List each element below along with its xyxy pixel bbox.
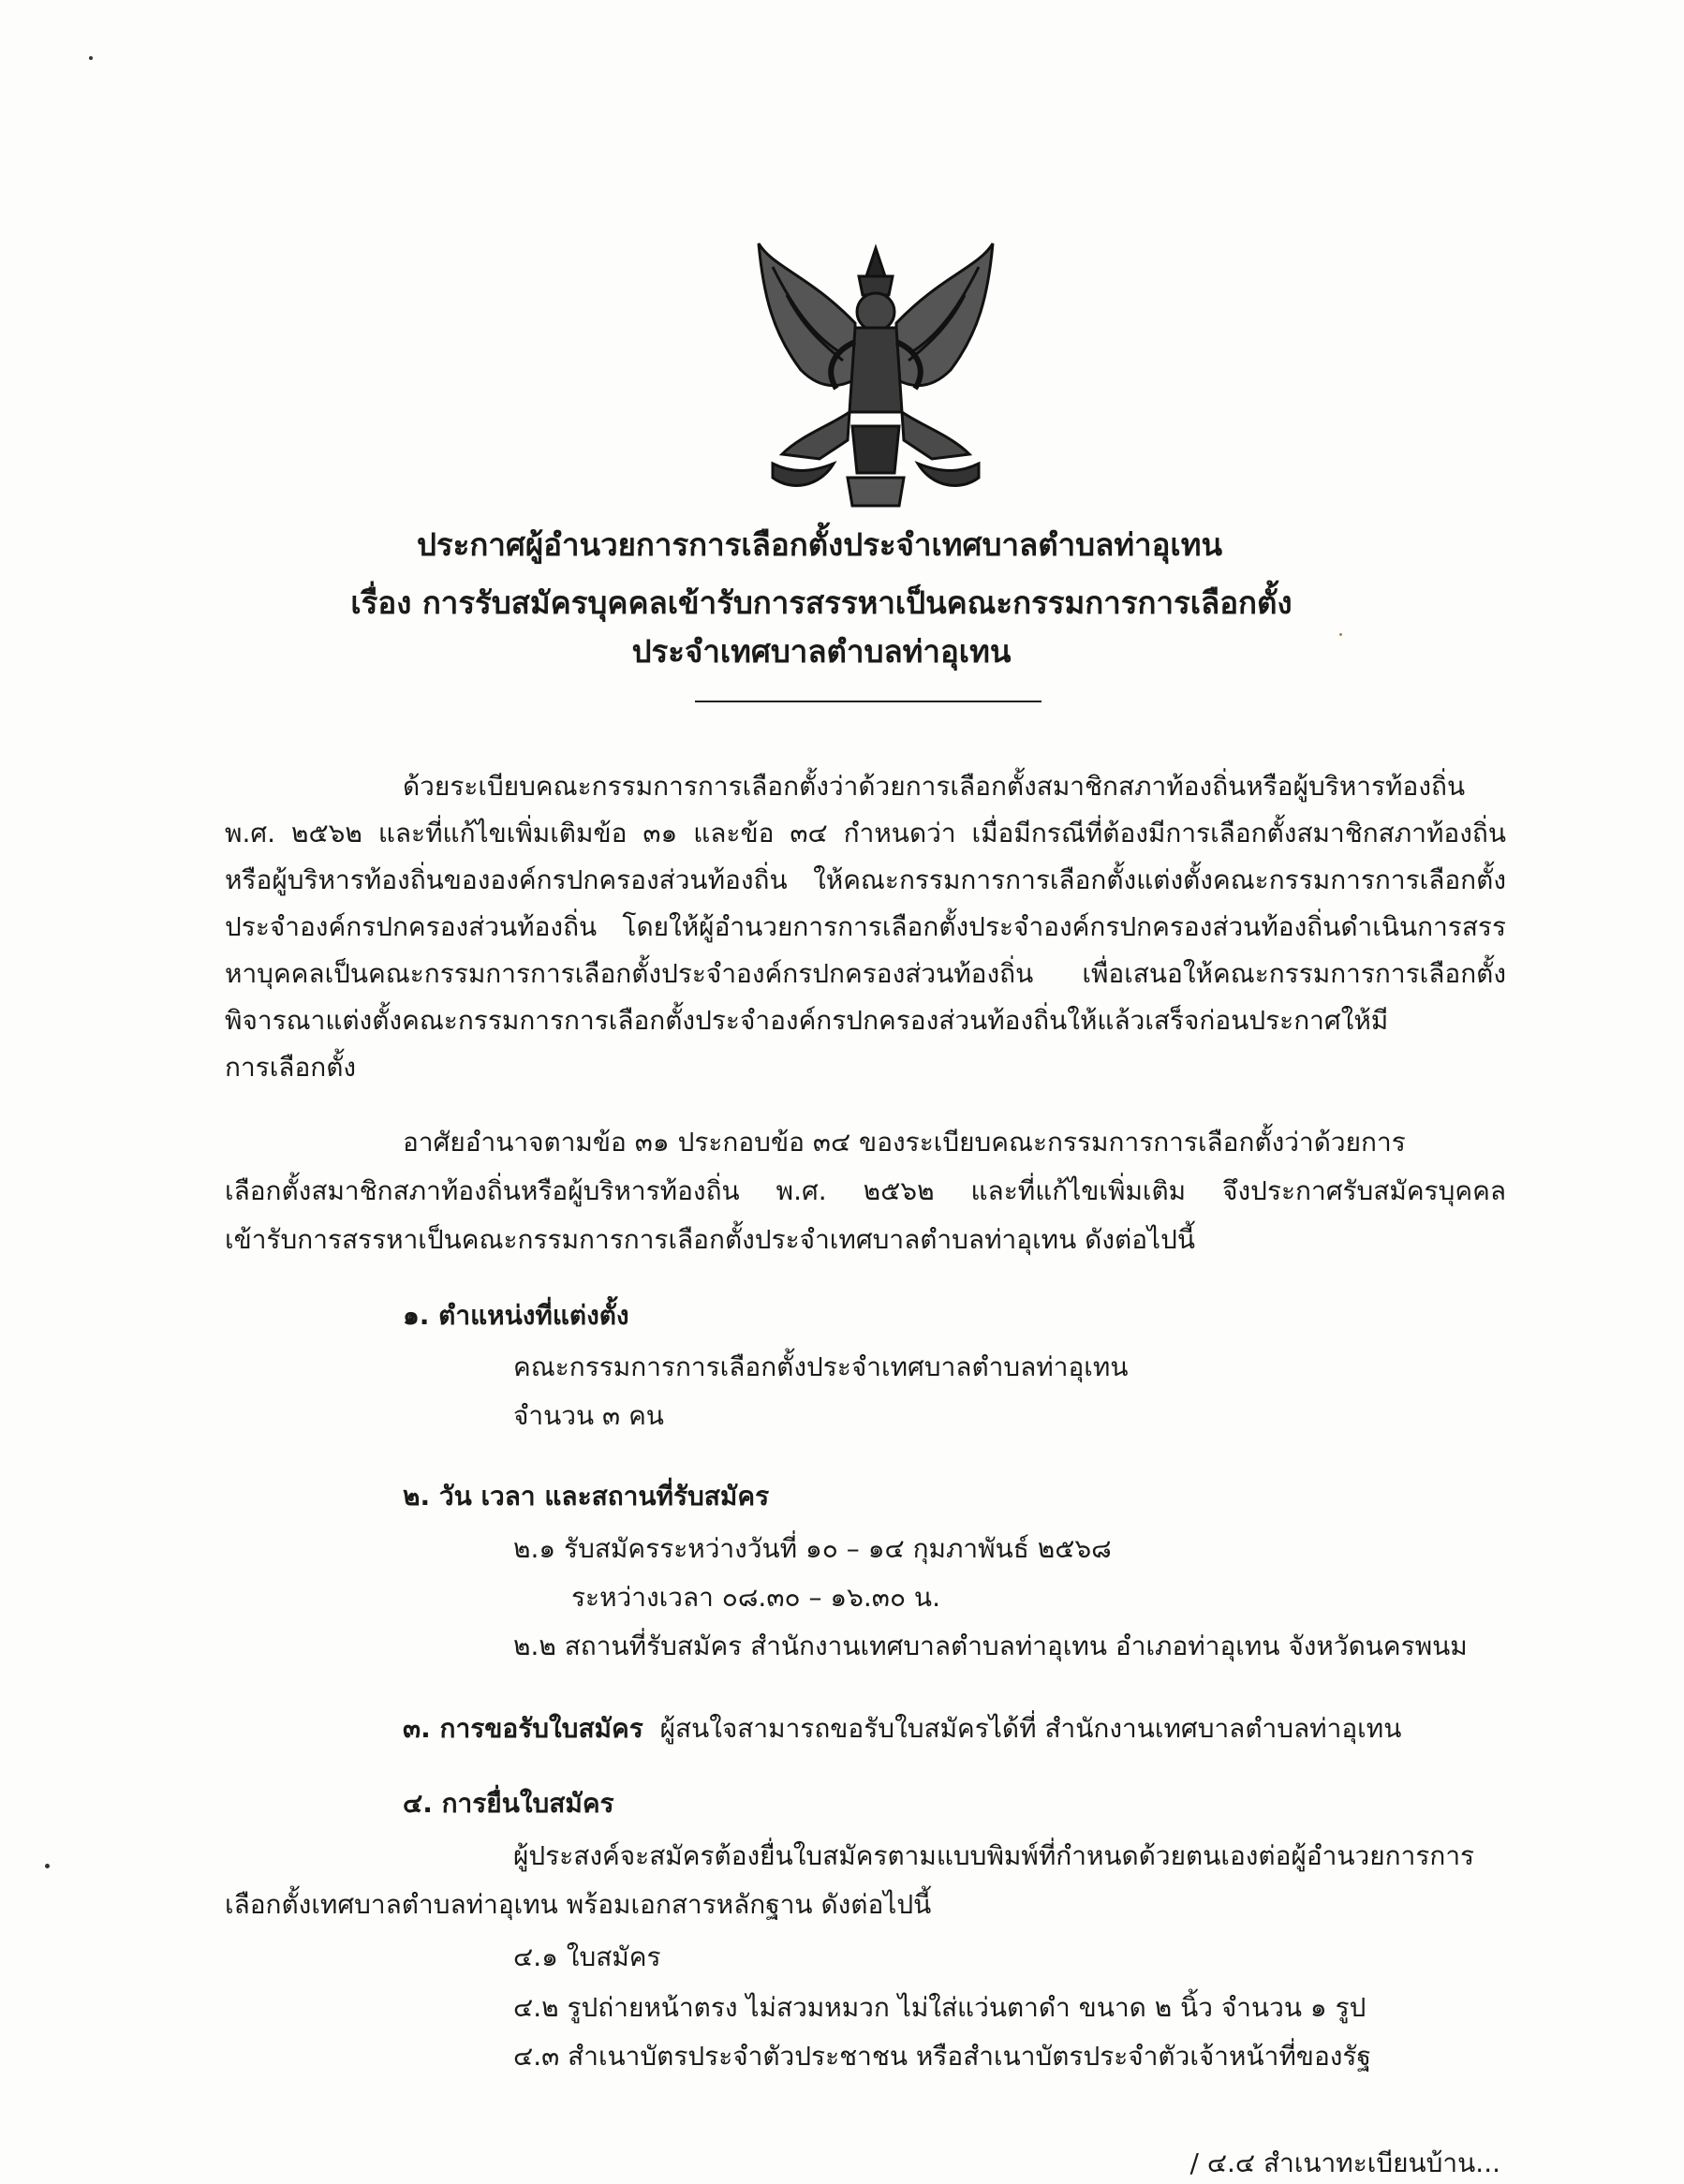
title-divider: [695, 701, 1041, 702]
section-1-count: จำนวน ๓ คน: [513, 1400, 664, 1431]
section-4-para: ผู้ประสงค์จะสมัครต้องยื่นใบสมัครตามแบบพิมพ์ที่กำหนดด้วยตนเองต่อผู้อำนวยการการ: [513, 1840, 1475, 1871]
para1-line: พิจารณาแต่งตั้งคณะกรรมการการเลือกตั้งประจำองค์กรปกครองส่วนท้องถิ่นให้แล้วเสร็จก่อนประกาศให้มี: [225, 1005, 1389, 1036]
para2-line: เข้ารับการสรรหาเป็นคณะกรรมการการเลือกตั้งประจำเทศบาลตำบลท่าอุเทน ดังต่อไปนี้: [225, 1224, 1195, 1255]
para1-line: พ.ศ. ๒๕๖๒ และที่แก้ไขเพิ่มเติมข้อ ๓๑ และข้อ ๓๔ กำหนดว่า เมื่อมีกรณีที่ต้องมีการเลือกตั้งสมาชิกสภาท้องถิ่น: [225, 818, 1506, 849]
para1-line: ด้วยระเบียบคณะกรรมการการเลือกตั้งว่าด้วยการเลือกตั้งสมาชิกสภาท้องถิ่นหรือผู้บริหารท้องถิ่น: [403, 771, 1466, 802]
section-3: [403, 1710, 1401, 1748]
section-4-heading: ๔. การยื่นใบสมัคร: [403, 1788, 614, 1819]
section-1-heading: ๑. ตำแหน่งที่แต่งตั้ง: [403, 1300, 629, 1331]
section-4-2: ๔.๒ รูปถ่ายหน้าตรง ไม่สวมหมวก ไม่ใส่แว่นตาดำ ขนาด ๒ นิ้ว จำนวน ๑ รูป: [513, 1992, 1366, 2023]
scan-speck: [89, 56, 93, 60]
section-3-text: ผู้สนใจสามารถขอรับใบสมัครได้ที่ สำนักงานเทศบาลตำบลท่าอุเทน: [659, 1713, 1402, 1744]
section-2-2-place: ๒.๒ สถานที่รับสมัคร สำนักงานเทศบาลตำบลท่าอุเทน อำเภอท่าอุเทน จังหวัดนครพนม: [513, 1631, 1468, 1661]
announcement-subject: เรื่อง การรับสมัครบุคคลเข้ารับการสรรหาเป็นคณะกรรมการการเลือกตั้ง: [350, 584, 1293, 621]
garuda-emblem-icon: [745, 239, 1007, 510]
section-3-heading: ๓. การขอรับใบสมัคร: [403, 1713, 643, 1744]
section-4-para: เลือกตั้งเทศบาลตำบลท่าอุเทน พร้อมเอกสารหลักฐาน ดังต่อไปนี้: [225, 1889, 932, 1920]
section-2-1-date: ๒.๑ รับสมัครระหว่างวันที่ ๑๐ – ๑๔ กุมภาพันธ์ ๒๕๖๘: [513, 1533, 1112, 1564]
para1-line: ประจำองค์กรปกครองส่วนท้องถิ่น โดยให้ผู้อำนวยการการเลือกตั้งประจำองค์กรปกครองส่วนท้องถิ่นดำเนินการสรร: [225, 911, 1506, 942]
section-2-heading: ๒. วัน เวลา และสถานที่รับสมัคร: [403, 1481, 770, 1512]
para2-line: เลือกตั้งสมาชิกสภาท้องถิ่นหรือผู้บริหารท้องถิ่น พ.ศ. ๒๕๖๒ และที่แก้ไขเพิ่มเติม จึงประกาศรับสมัครบุคคล: [225, 1175, 1506, 1206]
scan-speck: [1339, 633, 1342, 636]
scan-speck: [45, 1864, 50, 1868]
section-2-1-time: ระหว่างเวลา ๐๘.๓๐ – ๑๖.๓๐ น.: [571, 1582, 940, 1613]
continued-marker: / ๔.๔ สำเนาทะเบียนบ้าน...: [1189, 2147, 1500, 2178]
para1-line: การเลือกตั้ง: [225, 1052, 357, 1083]
para1-line: หรือผู้บริหารท้องถิ่นขององค์กรปกครองส่วนท้องถิ่น ให้คณะกรรมการการเลือกตั้งแต่งตั้งคณะกรรมการการเลือกตั้ง: [225, 864, 1506, 895]
section-4-3: ๔.๓ สำเนาบัตรประจำตัวประชาชน หรือสำเนาบัตรประจำตัวเจ้าหน้าที่ของรัฐ: [513, 2041, 1371, 2072]
section-1-position: คณะกรรมการการเลือกตั้งประจำเทศบาลตำบลท่าอุเทน: [513, 1351, 1129, 1382]
section-4-1: ๔.๑ ใบสมัคร: [513, 1941, 661, 1972]
announcement-subject-cont: ประจำเทศบาลตำบลท่าอุเทน: [631, 633, 1012, 670]
para2-line: อาศัยอำนาจตามข้อ ๓๑ ประกอบข้อ ๓๔ ของระเบียบคณะกรรมการการเลือกตั้งว่าด้วยการ: [403, 1127, 1406, 1158]
para1-line: หาบุคคลเป็นคณะกรรมการการเลือกตั้งประจำองค์กรปกครองส่วนท้องถิ่น เพื่อเสนอให้คณะกรรมการการเลือกตั้ง: [225, 958, 1506, 989]
announcement-title: ประกาศผู้อำนวยการการเลือกตั้งประจำเทศบาลตำบลท่าอุเทน: [416, 526, 1223, 563]
